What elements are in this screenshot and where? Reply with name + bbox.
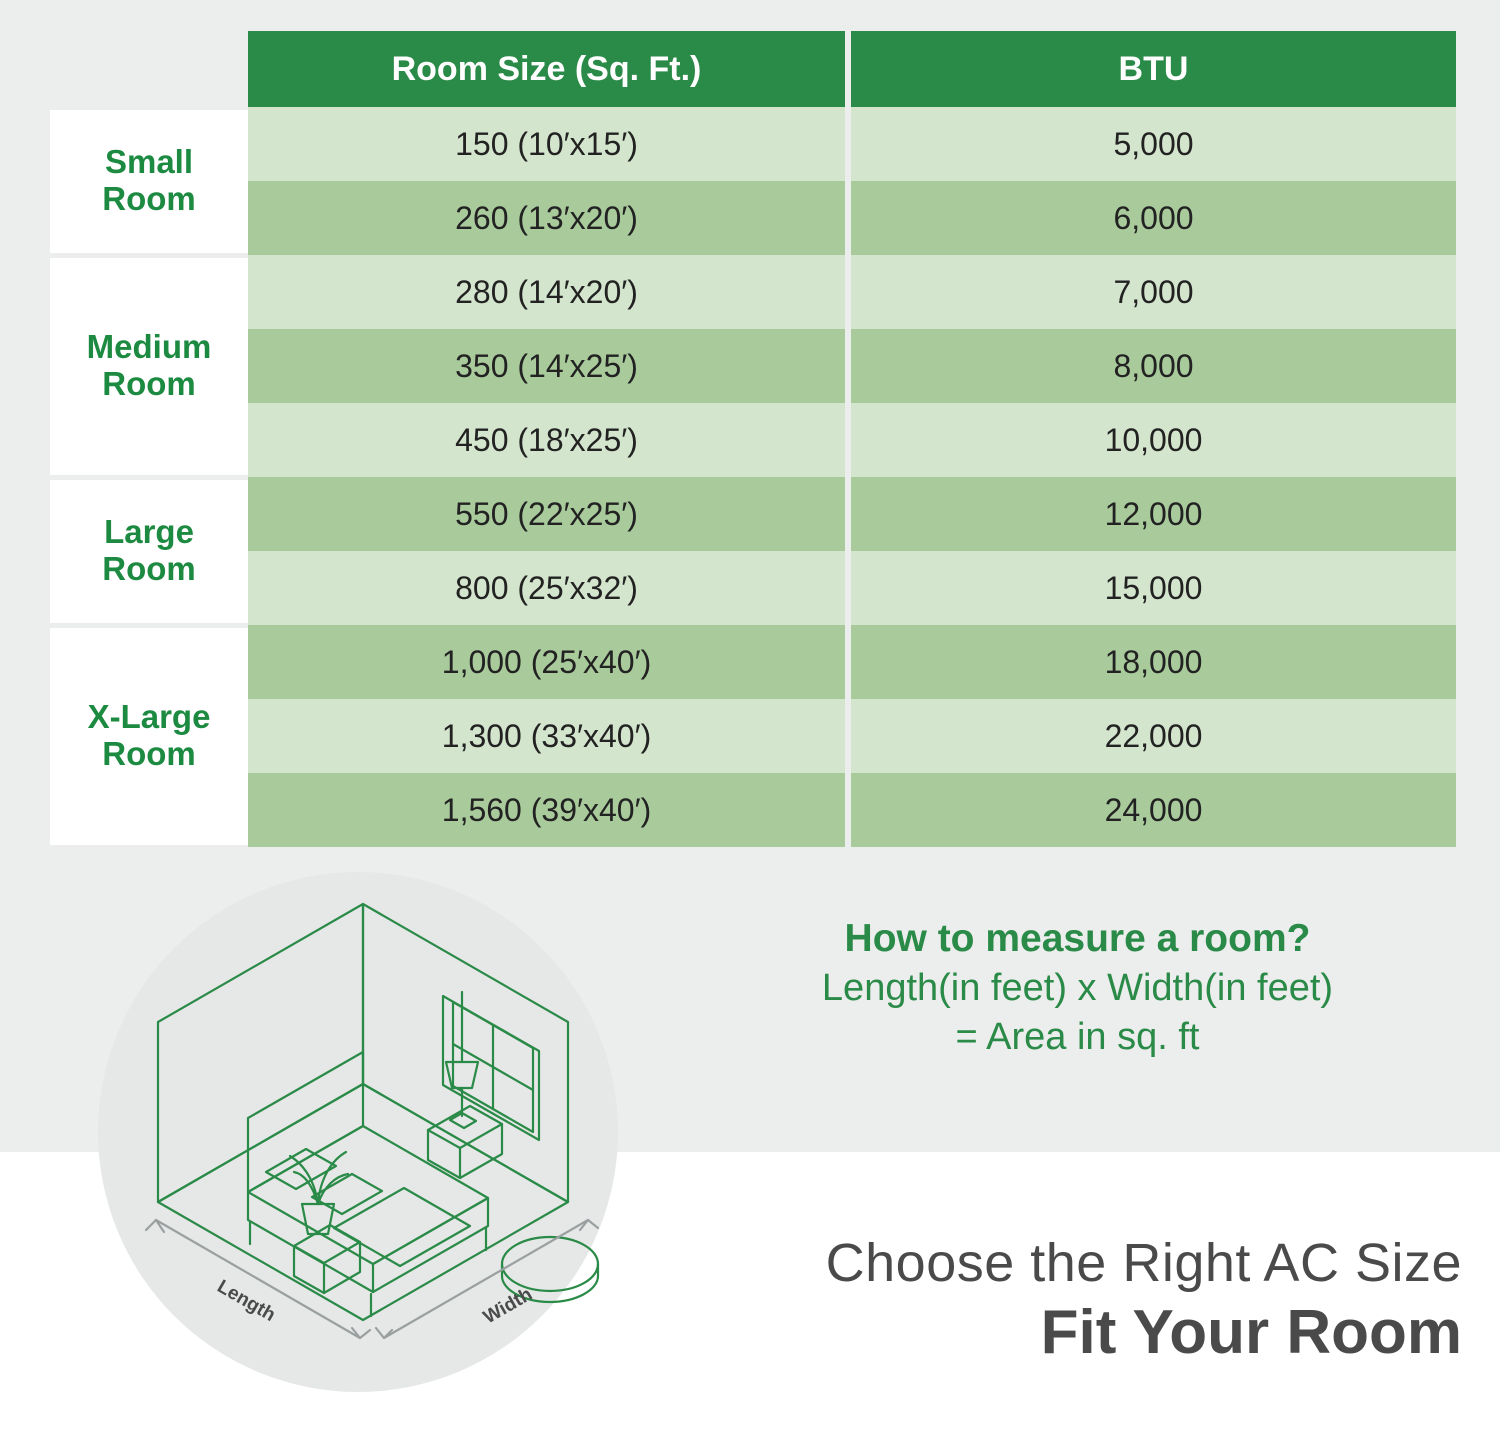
how-to-measure-formula-line2: = Area in sq. ft <box>955 1016 1200 1059</box>
cell-room-size: 550 (22′x25′) <box>248 477 848 551</box>
header-spacer <box>50 31 248 107</box>
cell-btu: 22,000 <box>848 699 1456 773</box>
room-category-label: Small Room <box>50 107 248 255</box>
column-header-btu: BTU <box>848 31 1456 107</box>
column-header-room-size: Room Size (Sq. Ft.) <box>248 31 848 107</box>
cell-room-size: 1,560 (39′x40′) <box>248 773 848 847</box>
cell-btu: 5,000 <box>848 107 1456 181</box>
cell-btu: 24,000 <box>848 773 1456 847</box>
headline-block <box>0 1232 1462 1369</box>
table-row <box>50 773 1456 847</box>
headline-line1: Choose the Right AC Size <box>825 1233 1462 1293</box>
btu-table-container <box>50 31 1456 850</box>
room-category-label: X-Large Room <box>50 625 248 847</box>
cell-room-size: 1,300 (33′x40′) <box>248 699 848 773</box>
how-to-measure-block <box>690 915 1465 1063</box>
cell-room-size: 800 (25′x32′) <box>248 551 848 625</box>
room-category-label: Medium Room <box>50 255 248 477</box>
table-row <box>50 107 1456 181</box>
table-row <box>50 699 1456 773</box>
cell-btu: 6,000 <box>848 181 1456 255</box>
length-dimension-label: Length <box>213 1276 279 1326</box>
how-to-measure-formula-line1: Length(in feet) x Width(in feet) <box>821 966 1334 1009</box>
cell-room-size: 280 (14′x20′) <box>248 255 848 329</box>
table-row <box>50 625 1456 699</box>
table-row <box>50 551 1456 625</box>
cell-room-size: 350 (14′x25′) <box>248 329 848 403</box>
cell-room-size: 150 (10′x15′) <box>248 107 848 181</box>
cell-btu: 15,000 <box>848 551 1456 625</box>
cell-btu: 10,000 <box>848 403 1456 477</box>
table-row <box>50 329 1456 403</box>
table-row <box>50 403 1456 477</box>
cell-room-size: 450 (18′x25′) <box>248 403 848 477</box>
cell-btu: 12,000 <box>848 477 1456 551</box>
room-category-label: Large Room <box>50 477 248 625</box>
cell-room-size: 1,000 (25′x40′) <box>248 625 848 699</box>
headline-line2: Fit Your Room <box>1040 1297 1462 1367</box>
width-dimension-label: Width <box>480 1283 537 1329</box>
how-to-measure-title: How to measure a room? <box>844 917 1311 960</box>
btu-table <box>50 31 1456 850</box>
cell-btu: 18,000 <box>848 625 1456 699</box>
table-row <box>50 181 1456 255</box>
table-header-row <box>50 31 1456 107</box>
table-row <box>50 255 1456 329</box>
table-row <box>50 477 1456 551</box>
cell-room-size: 260 (13′x20′) <box>248 181 848 255</box>
cell-btu: 8,000 <box>848 329 1456 403</box>
cell-btu: 7,000 <box>848 255 1456 329</box>
